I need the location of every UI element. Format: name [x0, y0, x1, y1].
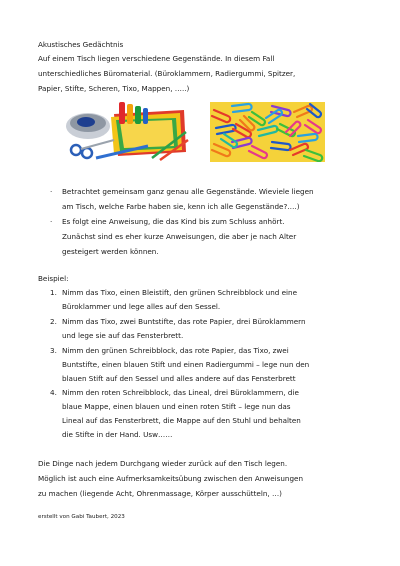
- example-number: 2.: [50, 317, 57, 326]
- example-number: 4.: [50, 388, 57, 397]
- intro-line: Papier, Stifte, Scheren, Tixo, Mappen, …..): [38, 84, 190, 93]
- bullet-line: gesteigert werden können.: [62, 247, 159, 256]
- example-line: Nimm den grünen Schreibblock, das rote Papier, das Tixo, zwei: [62, 346, 289, 355]
- example-line: Büroklammer und lege alles auf den Sessel.: [62, 302, 221, 311]
- intro-line: unterschiedliches Büromaterial. (Büroklammern, Radiergummi, Spitzer,: [38, 69, 296, 78]
- bullet-line: Betrachtet gemeinsam ganz genau alle Gegenstände. Wieviele liegen: [62, 187, 314, 196]
- example-line: Nimm das Tixo, zwei Buntstifte, das rote Papier, drei Büroklammern: [62, 317, 306, 326]
- bullet-marker: ·: [50, 187, 53, 196]
- closing-line: Die Dinge nach jedem Durchgang wieder zurück auf den Tisch legen.: [38, 459, 288, 468]
- example-label: Beispiel:: [38, 274, 69, 283]
- paper-clips-photo: [210, 102, 325, 162]
- example-number: 3.: [50, 346, 57, 355]
- example-line: Lineal auf das Fensterbrett, die Mappe auf den Stuhl und behalten: [62, 416, 301, 425]
- bullet-marker: ·: [50, 217, 53, 226]
- bullet-line: Es folgt eine Anweisung, die das Kind bis zum Schluss anhört.: [62, 217, 285, 226]
- example-line: blaue Mappe, einen blauen und einen roten Stift – lege nun das: [62, 402, 291, 411]
- example-line: Nimm den roten Schreibblock, das Lineal, drei Büroklammern, die: [62, 388, 299, 397]
- example-line: Nimm das Tixo, einen Bleistift, den grünen Schreibblock und eine: [62, 288, 298, 297]
- intro-line: Auf einem Tisch liegen verschiedene Gegenstände. In diesem Fall: [38, 54, 275, 63]
- closing-line: Möglich ist auch eine Aufmerksamkeitsübung zwischen den Anweisungen: [38, 474, 304, 483]
- example-line: die Stifte in der Hand. Usw……: [62, 430, 173, 439]
- bullet-line: am Tisch, welche Farbe haben sie, kenn ich alle Gegenstände?….): [62, 202, 300, 211]
- example-number: 1.: [50, 288, 57, 297]
- bullet-line: Zunächst sind es eher kurze Anweisungen, die aber je nach Alter: [62, 232, 297, 241]
- example-line: Buntstifte, einen blauen Stift und einen Radiergummi – lege nun den: [62, 360, 310, 369]
- example-line: und lege sie auf das Fensterbrett.: [62, 331, 184, 340]
- closing-line: zu machen (liegende Acht, Ohrenmassage, Körper ausschütteln, …): [38, 489, 282, 498]
- page-title: Akustisches Gedächtnis: [38, 40, 124, 49]
- author-footer: erstellt von Gabi Taubert, 2023: [38, 514, 125, 520]
- office-supplies-photo: [56, 102, 190, 162]
- example-line: blauen Stift auf den Sessel und alles andere auf das Fensterbrett: [62, 374, 296, 383]
